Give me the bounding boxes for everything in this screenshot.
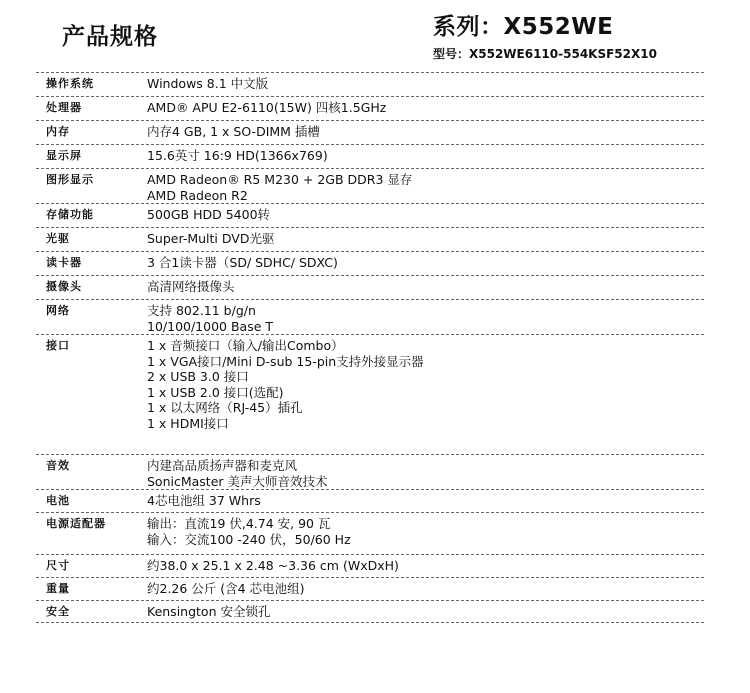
spec-values — [147, 558, 399, 577]
spec-row — [36, 578, 704, 601]
spec-value: 约38.0 x 25.1 x 2.48 ~3.36 cm (WxDxH) — [147, 558, 399, 573]
spec-value: SonicMaster 美声大师音效技术 — [147, 473, 328, 489]
spec-values — [147, 458, 328, 489]
page-title: 产品规格 — [62, 24, 158, 50]
series-title: 系列：X552WE — [433, 14, 614, 40]
spec-value: 1 x HDMI接口 — [147, 415, 229, 431]
spec-values — [147, 493, 261, 512]
spec-value: 1 x 音频接口（输入/输出Combo） — [147, 338, 344, 353]
spec-values — [147, 172, 412, 203]
spec-row — [36, 601, 704, 623]
spec-values — [147, 76, 268, 96]
spec-value: AMD Radeon R2 — [147, 187, 248, 203]
spec-values — [147, 303, 273, 334]
spec-values — [147, 604, 270, 622]
spec-value: 2 x USB 3.0 接口 — [147, 369, 249, 384]
spec-value: 支持 802.11 b/g/n — [147, 303, 256, 318]
spec-label: 存储功能 — [46, 208, 94, 221]
spec-values — [147, 516, 351, 554]
spec-value: 1 x VGA接口/Mini D-sub 15-pin支持外接显示器 — [147, 353, 424, 369]
spec-label: 图形显示 — [46, 173, 94, 186]
spec-value: 1 x 以太网络（RJ-45）插孔 — [147, 400, 303, 415]
spec-label: 电池 — [46, 494, 70, 507]
spec-values — [147, 338, 424, 454]
spec-label: 显示屏 — [46, 149, 82, 162]
spec-value: 3 合1读卡器（SD/ SDHC/ SDXC) — [147, 255, 338, 270]
spec-label: 读卡器 — [46, 256, 82, 269]
spec-row — [36, 121, 704, 145]
spec-values — [147, 581, 304, 600]
spec-value: 高清网络摄像头 — [147, 279, 235, 294]
spec-label: 网络 — [46, 304, 70, 317]
spec-label: 操作系统 — [46, 77, 94, 90]
spec-row — [36, 169, 704, 204]
spec-values — [147, 100, 386, 120]
spec-row — [36, 276, 704, 300]
spec-value: 内建高品质扬声器和麦克风 — [147, 458, 298, 473]
spec-value: Windows 8.1 中文版 — [147, 76, 269, 91]
spec-row — [36, 513, 704, 555]
spec-value: 10/100/1000 Base T — [147, 318, 274, 334]
spec-value: 内存4 GB, 1 x SO-DIMM 插槽 — [147, 124, 320, 139]
spec-label: 光驱 — [46, 232, 70, 245]
spec-values — [147, 124, 320, 144]
spec-values — [147, 231, 274, 251]
spec-label: 内存 — [46, 125, 70, 138]
spec-label: 接口 — [46, 339, 70, 352]
spec-row — [36, 145, 704, 169]
model-number: 型号：X552WE6110-554KSF52X10 — [433, 47, 657, 61]
spec-row — [36, 455, 704, 490]
spec-values — [147, 148, 328, 168]
spec-row — [36, 228, 704, 252]
spec-values — [147, 279, 235, 299]
spec-value: Kensington 安全锁孔 — [147, 604, 271, 619]
spec-row — [36, 97, 704, 121]
spec-label: 摄像头 — [46, 280, 82, 293]
spec-value: 输入：交流100 -240 伏，50/60 Hz — [147, 531, 351, 547]
spec-row — [36, 335, 704, 455]
spec-row — [36, 73, 704, 97]
spec-row — [36, 300, 704, 335]
spec-value: 500GB HDD 5400转 — [147, 207, 271, 222]
spec-row — [36, 204, 704, 228]
spec-value: 1 x USB 2.0 接口(选配) — [147, 384, 284, 400]
spec-row — [36, 555, 704, 578]
spec-label: 安全 — [46, 605, 70, 618]
spec-row — [36, 490, 704, 513]
spec-value: AMD® APU E2-6110(15W) 四核1.5GHz — [147, 100, 387, 115]
spec-value: AMD Radeon® R5 M230 + 2GB DDR3 显存 — [147, 172, 413, 187]
spec-value: 约2.26 公斤 (含4 芯电池组) — [147, 581, 305, 596]
spec-values — [147, 207, 270, 227]
spec-label: 重量 — [46, 582, 70, 595]
spec-label: 电源适配器 — [46, 517, 106, 530]
spec-label: 音效 — [46, 459, 70, 472]
spec-table — [36, 72, 704, 623]
spec-label: 处理器 — [46, 101, 82, 114]
spec-value: 4芯电池组 37 Whrs — [147, 493, 261, 508]
spec-values — [147, 255, 338, 275]
spec-value: 输出：直流19 伏,4.74 安, 90 瓦 — [147, 516, 331, 531]
spec-label: 尺寸 — [46, 559, 70, 572]
spec-value: Super-Multi DVD光驱 — [147, 231, 275, 246]
spec-row — [36, 252, 704, 276]
spec-value: 15.6英寸 16:9 HD(1366x769) — [147, 148, 328, 163]
